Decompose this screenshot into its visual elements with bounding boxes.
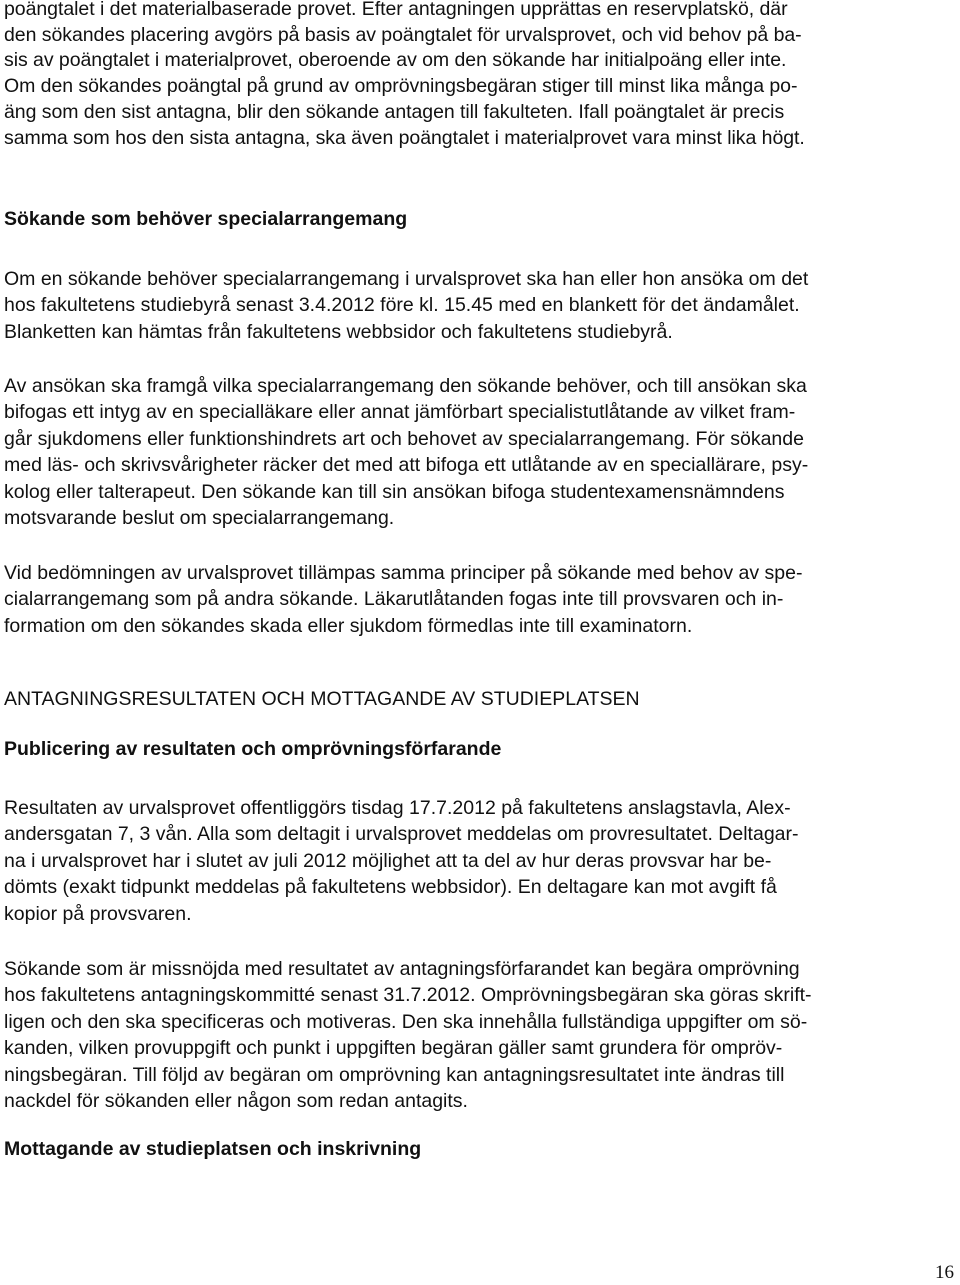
- text-line: formation om den sökandes skada eller sjukdom förmedlas inte till examinatorn.: [4, 614, 693, 637]
- text-line: samma som hos den sista antagna, ska även poängtalet i materialprovet vara minst lika högt.: [4, 126, 805, 149]
- text-line: sis av poängtalet i materialprovet, oberoende av om den sökande har initialpoäng eller inte.: [4, 49, 787, 72]
- text-line: andersgatan 7, 3 vån. Alla som deltagit i urvalsprovet meddelas om provresultatet. Deltagar-: [4, 823, 799, 846]
- text-line: med läs- och skrivsvårigheter räcker det med att bifoga ett utlåtande av en speciallärare, psy-: [4, 454, 809, 477]
- text-line: cialarrangemang som på andra sökande. Läkarutlåtanden fogas inte till provsvaren och in-: [4, 588, 784, 611]
- text-line: Om en sökande behöver specialarrangemang i urvalsprovet ska han eller hon ansöka om det: [4, 268, 809, 290]
- text-line: Blanketten kan hämtas från fakultetens webbsidor och fakultetens studiebyrå.: [4, 320, 673, 343]
- text-line: ningsbegäran. Till följd av begäran om omprövning kan antagningsresultatet inte ändras till: [4, 1063, 785, 1086]
- text-line: går sjukdomens eller funktionshindrets art och behovet av specialarrangemang. För sökande: [4, 427, 804, 450]
- text-line: kolog eller talterapeut. Den sökande kan till sin ansökan bifoga studentexamensnämndens: [4, 480, 785, 503]
- text-line: bifogas ett intyg av en specialläkare eller annat jämförbart specialistutlåtande av vilket fram-: [4, 401, 796, 424]
- text-line: äng som den sist antagna, blir den sökande antagen till fakulteten. Ifall poängtalet är precis: [4, 100, 785, 123]
- text-line: hos fakultetens studiebyrå senast 3.4.2012 före kl. 15.45 med en blankett för det ändamålet.: [4, 294, 800, 317]
- heading-publication: Publicering av resultaten och omprövningsförfarande: [4, 738, 502, 760]
- heading-special-arrangements: Sökande som behöver specialarrangemang: [4, 208, 408, 230]
- paragraph-special-3: [4, 560, 954, 639]
- paragraph-results-2: [4, 956, 954, 1114]
- heading-admission-results: ANTAGNINGSRESULTATEN OCH MOTTAGANDE AV STUDIEPLATSEN: [4, 688, 640, 710]
- text-line: kanden, vilken provuppgift och punkt i uppgiften begäran gäller samt grundera för ompröv-: [4, 1037, 783, 1060]
- text-line: Av ansökan ska framgå vilka specialarrangemang den sökande behöver, och till ansökan ska: [4, 375, 807, 397]
- text-line: nackdel för sökanden eller någon som redan antagits.: [4, 1090, 468, 1113]
- paragraph-special-2: [4, 373, 954, 531]
- heading-acceptance: Mottagande av studieplatsen och inskrivning: [4, 1138, 422, 1160]
- text-line: Om den sökandes poängtal på grund av omprövningsbegäran stiger till minst lika många po-: [4, 75, 798, 98]
- text-line: ligen och den ska specificeras och motiveras. Den ska innehålla fullständiga uppgifter om sö-: [4, 1010, 808, 1033]
- text-line: poängtalet i det materialbaserade provet. Efter antagningen upprättas en reservplatskö, där: [4, 0, 788, 20]
- text-line: kopior på provsvaren.: [4, 902, 192, 925]
- text-line: na i urvalsprovet har i slutet av juli 2012 möjlighet att ta del av hur deras provsvar har be-: [4, 849, 772, 872]
- text-line: dömts (exakt tidpunkt meddelas på fakultetens webbsidor). En deltagare kan mot avgift få: [4, 876, 777, 899]
- paragraph-intro: [4, 0, 954, 151]
- text-line: Resultaten av urvalsprovet offentliggörs tisdag 17.7.2012 på fakultetens anslagstavla, Alex-: [4, 797, 791, 819]
- page-number: 16: [935, 1262, 954, 1283]
- text-line: motsvarande beslut om specialarrangemang.: [4, 507, 395, 530]
- paragraph-results-1: [4, 795, 954, 927]
- text-line: hos fakultetens antagningskommitté senast 31.7.2012. Omprövningsbegäran ska göras skrift-: [4, 984, 812, 1007]
- paragraph-special-1: [4, 266, 954, 345]
- text-line: Sökande som är missnöjda med resultatet av antagningsförfarandet kan begära omprövning: [4, 958, 800, 980]
- text-line: den sökandes placering avgörs på basis av poängtalet för urvalsprovet, och vid behov på ba-: [4, 23, 802, 46]
- text-line: Vid bedömningen av urvalsprovet tillämpas samma principer på sökande med behov av spe-: [4, 562, 803, 584]
